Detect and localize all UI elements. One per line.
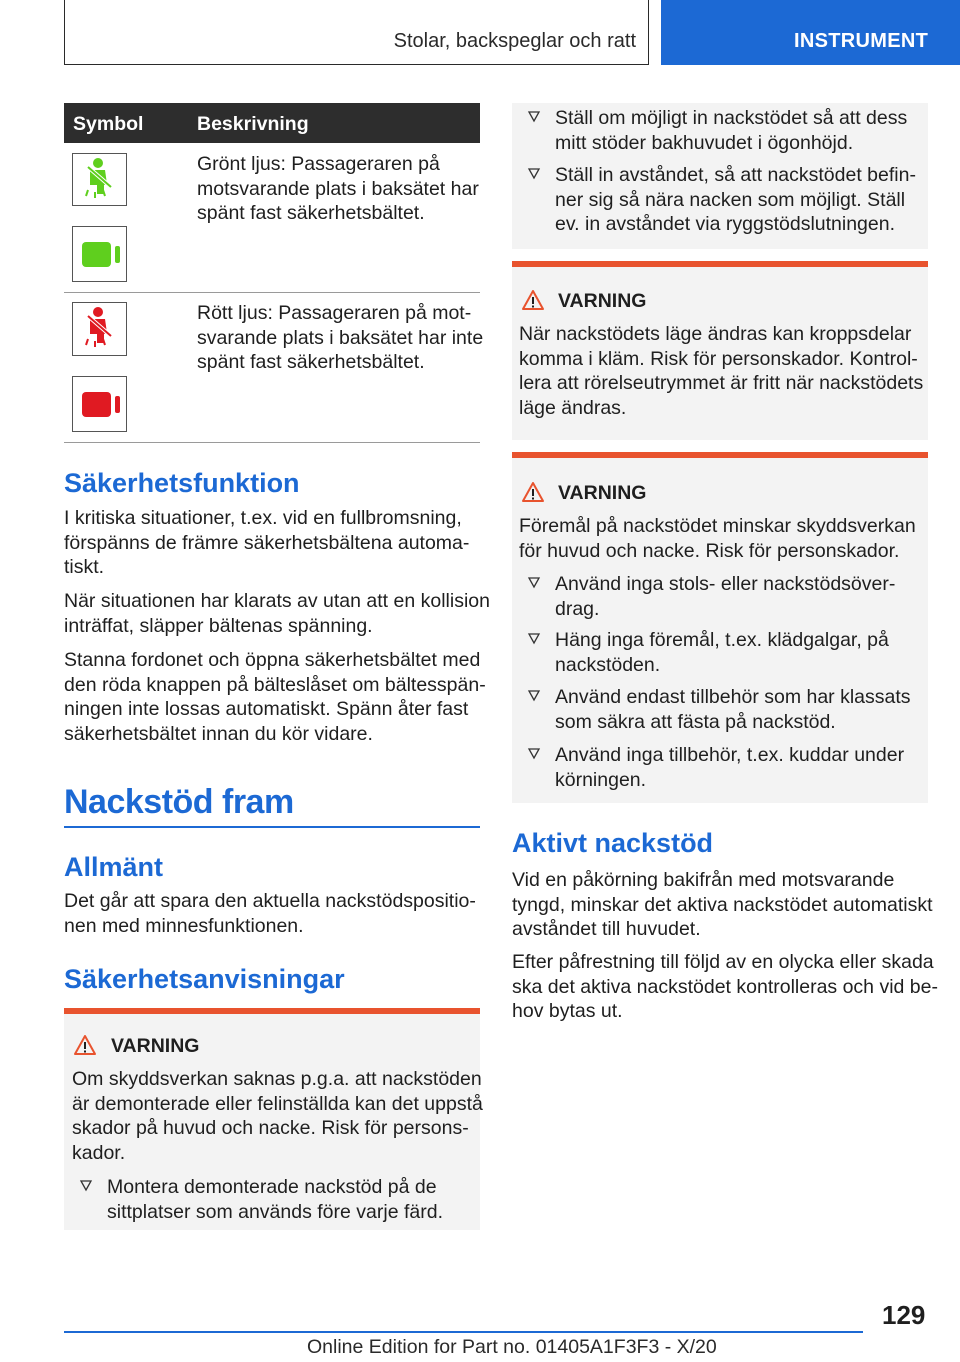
text-line: Häng inga föremål, t.ex. klädgalgar, på — [555, 629, 889, 651]
warning-triangle-icon — [521, 289, 545, 311]
col-description-header: Beskrivning — [197, 113, 309, 135]
page-number: 129 — [882, 1300, 926, 1330]
text-line: hov bytas ut. — [512, 1000, 623, 1022]
text-line: Om skyddsverkan saknas p.g.a. att nackstöden — [72, 1068, 482, 1090]
text-line: drag. — [555, 597, 600, 620]
general-text — [64, 889, 476, 938]
text-line: läge ändras. — [519, 396, 627, 419]
warning-triangle-icon — [73, 1034, 97, 1056]
text-line: Ställ om möjligt in nackstödet så att dess — [555, 107, 908, 129]
warning-label-2: VARNING — [558, 290, 647, 312]
text-line: ev. in avståndet via ryggstödslutningen. — [555, 213, 896, 235]
text-line: nackstöden. — [555, 653, 661, 676]
text-line: Använd endast tillbehör som har klassats — [555, 686, 911, 708]
footer-rule — [64, 1331, 863, 1333]
list-item — [527, 628, 922, 677]
warning-2-text — [519, 322, 923, 420]
text-line: komma i kläm. Risk för personskador. Kontrol- — [519, 347, 918, 370]
table-bottom-rule — [64, 442, 480, 443]
row-red-description — [197, 301, 483, 375]
safety-function-p2 — [64, 589, 490, 638]
row-green-line-3: spänt fast säkerhetsbältet. — [197, 202, 425, 224]
text-line: Använd inga tillbehör, t.ex. kuddar under — [555, 744, 905, 766]
list-item — [527, 743, 922, 792]
text-line: Stanna fordonet och öppna säkerhetsbältet med — [64, 649, 481, 671]
bullet-triangle-icon — [79, 1179, 93, 1193]
row-red-line-1: Rött ljus: Passageraren på mot- — [197, 302, 472, 324]
seatbelt-red-icon — [72, 302, 127, 356]
col-symbol-header: Symbol — [73, 113, 144, 135]
text-line: skador på huvud och nacke. Risk för persons- — [72, 1117, 469, 1139]
text-line: sittplatser som används före varje färd. — [107, 1200, 443, 1223]
text-line: den röda knappen på bälteslåset om bältesspän- — [64, 673, 486, 696]
list-item — [79, 1175, 474, 1224]
warning-3-text — [519, 514, 916, 563]
row-green-description — [197, 152, 479, 226]
text-line: lera att rörelseutrymmet är fritt när nackstödets — [519, 372, 924, 394]
text-line: ska det aktiva nackstödet kontrolleras och vid be- — [512, 975, 938, 998]
safety-instructions-heading: Säkerhetsanvisningar — [64, 964, 345, 994]
table-row-divider — [64, 292, 480, 293]
text-line: Ställ in avståndet, så att nackstödet befin- — [555, 164, 916, 186]
text-line: Montera demonterade nackstöd på de — [107, 1176, 437, 1198]
text-line: inträffat, släpper bältenas spänning. — [64, 614, 373, 637]
row-red-line-2: svarande plats i baksätet har inte — [197, 326, 484, 349]
indicator-green-icon — [72, 226, 127, 282]
list-item — [527, 685, 922, 734]
warning-1-text — [72, 1067, 483, 1165]
active-headrest-p2 — [512, 950, 938, 1024]
title-underline — [64, 826, 480, 828]
text-line: mitt stöder bakhuvudet i ögonhöjd. — [555, 131, 854, 154]
safety-function-p3 — [64, 648, 486, 746]
text-line: är demonterade eller felinställda kan det uppstå — [72, 1092, 483, 1115]
bullet-triangle-icon — [527, 632, 541, 646]
bullet-triangle-icon — [527, 576, 541, 590]
text-line: Det går att spara den aktuella nackstödspositio- — [64, 890, 476, 912]
row-green-line-2: motsvarande plats i baksätet har — [197, 177, 479, 200]
text-line: tiskt. — [64, 556, 105, 578]
text-line: tyngd, minskar det aktiva nackstödet automatiskt — [512, 893, 933, 916]
header-chapter-title: INSTRUMENT — [794, 30, 929, 52]
text-line: förspänns de främre säkerhetsbältena automa- — [64, 531, 470, 554]
header-section-tab — [64, 0, 649, 65]
active-headrest-p1 — [512, 868, 933, 942]
text-line: ningen inte lossas automatiskt. Spänn åter fast — [64, 698, 469, 720]
header-section-title: Stolar, backspeglar och ratt — [393, 30, 636, 52]
safety-function-heading: Säkerhetsfunktion — [64, 468, 300, 498]
general-heading: Allmänt — [64, 852, 164, 882]
table-header — [64, 103, 480, 143]
text-line: Använd inga stols- eller nackstödsöver- — [555, 573, 896, 595]
header-chapter-tab — [661, 0, 960, 65]
text-line: som säkra att fästa på nackstöd. — [555, 710, 836, 733]
text-line: för huvud och nacke. Risk för personskador. — [519, 539, 900, 562]
safety-function-p1 — [64, 506, 469, 580]
headrest-title: Nackstöd fram — [64, 783, 294, 821]
text-line: nen med minnesfunktionen. — [64, 914, 304, 937]
text-line: Vid en påkörning bakifrån med motsvarande — [512, 869, 895, 891]
list-item — [527, 572, 922, 621]
active-headrest-heading: Aktivt nackstöd — [512, 828, 714, 858]
bullet-triangle-icon — [527, 747, 541, 761]
text-line: kador. — [72, 1141, 126, 1164]
row-green-line-1: Grönt ljus: Passageraren på — [197, 153, 440, 175]
text-line: säkerhetsbältet innan du kör vidare. — [64, 722, 373, 745]
bullet-triangle-icon — [527, 689, 541, 703]
list-item — [527, 106, 922, 155]
indicator-red-icon — [72, 376, 127, 432]
bullet-triangle-icon — [527, 110, 541, 124]
text-line: När situationen har klarats av utan att en kollision — [64, 590, 490, 612]
text-line: I kritiska situationer, t.ex. vid en fullbromsning, — [64, 507, 462, 529]
row-red-line-3: spänt fast säkerhetsbältet. — [197, 351, 425, 373]
text-line: När nackstödets läge ändras kan kroppsdelar — [519, 323, 912, 345]
text-line: avståndet till huvudet. — [512, 918, 701, 940]
bullet-triangle-icon — [527, 167, 541, 181]
text-line: körningen. — [555, 768, 647, 791]
seatbelt-green-icon — [72, 153, 127, 206]
footer-edition: Online Edition for Part no. 01405A1F3F3 - X/20 — [307, 1336, 717, 1358]
text-line: Föremål på nackstödet minskar skyddsverkan — [519, 515, 916, 537]
warning-label-3: VARNING — [558, 482, 647, 504]
text-line: Efter påfrestning till följd av en olycka eller skada — [512, 951, 934, 973]
list-item — [527, 163, 922, 237]
warning-label-1: VARNING — [111, 1035, 200, 1057]
text-line: ner sig så nära nacken som möjligt. Ställ — [555, 188, 906, 211]
warning-triangle-icon — [521, 481, 545, 503]
